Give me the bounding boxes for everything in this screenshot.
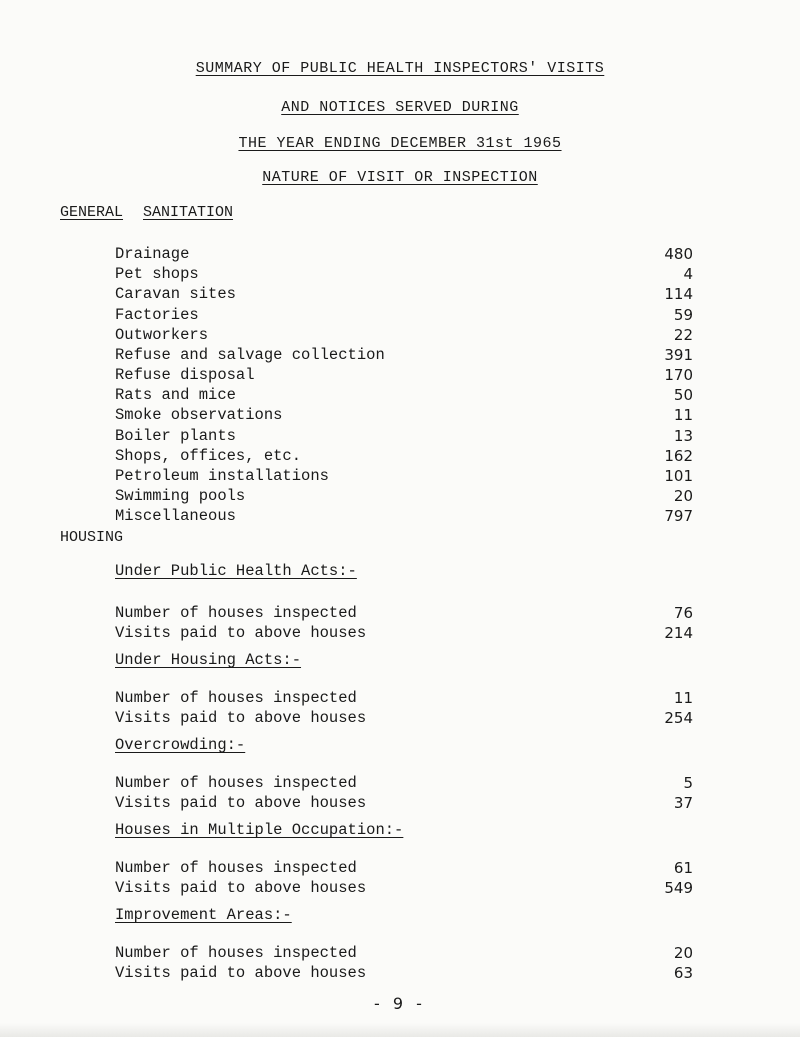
page-edge (0, 1023, 800, 1037)
list-item (115, 245, 693, 265)
item-label: Outworkers (115, 326, 209, 344)
item-label: Number of houses inspected (115, 859, 357, 877)
item-value: 61 (673, 859, 693, 877)
list-item (115, 879, 693, 899)
item-value: 4 (683, 265, 693, 283)
item-label: Caravan sites (115, 285, 236, 303)
item-label: Drainage (115, 245, 190, 263)
list-item (115, 386, 693, 406)
list-item (115, 964, 693, 984)
item-label: Shops, offices, etc. (115, 447, 302, 465)
header-line-4: NATURE OF VISIT OR INSPECTION (262, 169, 538, 186)
list-item (115, 944, 693, 964)
list-item (115, 507, 693, 527)
item-value: 11 (673, 689, 693, 707)
item-label: Visits paid to above houses (115, 709, 367, 727)
item-value: 480 (664, 245, 693, 263)
item-label: Petroleum installations (115, 467, 329, 485)
item-value: 5 (683, 774, 693, 792)
item-label: Number of houses inspected (115, 774, 357, 792)
item-value: 101 (664, 467, 693, 485)
subsection-improvement-areas-title: Improvement Areas:- (115, 906, 292, 924)
item-label: Number of houses inspected (115, 604, 357, 622)
list-item (115, 366, 693, 386)
list-item (115, 774, 693, 794)
item-value: 114 (664, 285, 693, 303)
list-item (115, 326, 693, 346)
item-label: Number of houses inspected (115, 689, 357, 707)
item-value: 549 (664, 879, 693, 897)
item-value: 37 (673, 794, 693, 812)
item-label: Refuse disposal (115, 366, 255, 384)
list-item (115, 709, 693, 729)
item-label: Rats and mice (115, 386, 236, 404)
subsection-multiple-occupation-title: Houses in Multiple Occupation:- (115, 821, 404, 839)
item-value: 20 (673, 487, 693, 505)
list-item (115, 689, 693, 709)
section-general-heading: GENERAL (60, 204, 124, 221)
item-value: 76 (673, 604, 693, 622)
list-item (115, 487, 693, 507)
section-sanitation-heading: SANITATION (143, 204, 234, 221)
item-label: Visits paid to above houses (115, 879, 367, 897)
list-item (115, 406, 693, 426)
subsection-housing-acts-title: Under Housing Acts:- (115, 651, 302, 669)
header-line-3: THE YEAR ENDING DECEMBER 31st 1965 (238, 135, 562, 152)
header-line-1: SUMMARY OF PUBLIC HEALTH INSPECTORS' VISITS (195, 60, 605, 77)
list-item (115, 467, 693, 487)
page-number: - 9 - (374, 994, 426, 1013)
item-value: 63 (673, 964, 693, 982)
list-item (115, 447, 693, 467)
item-label: Miscellaneous (115, 507, 236, 525)
item-label: Number of houses inspected (115, 944, 357, 962)
item-value: 797 (664, 507, 693, 525)
item-label: Visits paid to above houses (115, 624, 367, 642)
item-value: 13 (673, 427, 693, 445)
item-label: Smoke observations (115, 406, 283, 424)
subsection-overcrowding-title: Overcrowding:- (115, 736, 246, 754)
item-label: Swimming pools (115, 487, 246, 505)
item-value: 170 (664, 366, 693, 384)
list-item (115, 624, 693, 644)
list-item (115, 604, 693, 624)
item-value: 254 (664, 709, 693, 727)
list-item (115, 306, 693, 326)
item-label: Refuse and salvage collection (115, 346, 385, 364)
item-value: 20 (673, 944, 693, 962)
list-item (115, 427, 693, 447)
list-item (115, 346, 693, 366)
item-label: Visits paid to above houses (115, 964, 367, 982)
list-item (115, 265, 693, 285)
item-value: 214 (664, 624, 693, 642)
section-housing-heading: HOUSING (60, 529, 124, 546)
list-item (115, 859, 693, 879)
list-item (115, 794, 693, 814)
item-label: Boiler plants (115, 427, 236, 445)
subsection-public-health-title: Under Public Health Acts:- (115, 562, 357, 580)
item-label: Factories (115, 306, 199, 324)
item-value: 59 (673, 306, 693, 324)
item-value: 22 (673, 326, 693, 344)
item-value: 391 (664, 346, 693, 364)
item-value: 162 (664, 447, 693, 465)
item-value: 11 (673, 406, 693, 424)
item-label: Pet shops (115, 265, 199, 283)
list-item (115, 285, 693, 305)
item-label: Visits paid to above houses (115, 794, 367, 812)
item-value: 50 (673, 386, 693, 404)
header-line-2: AND NOTICES SERVED DURING (281, 99, 519, 116)
